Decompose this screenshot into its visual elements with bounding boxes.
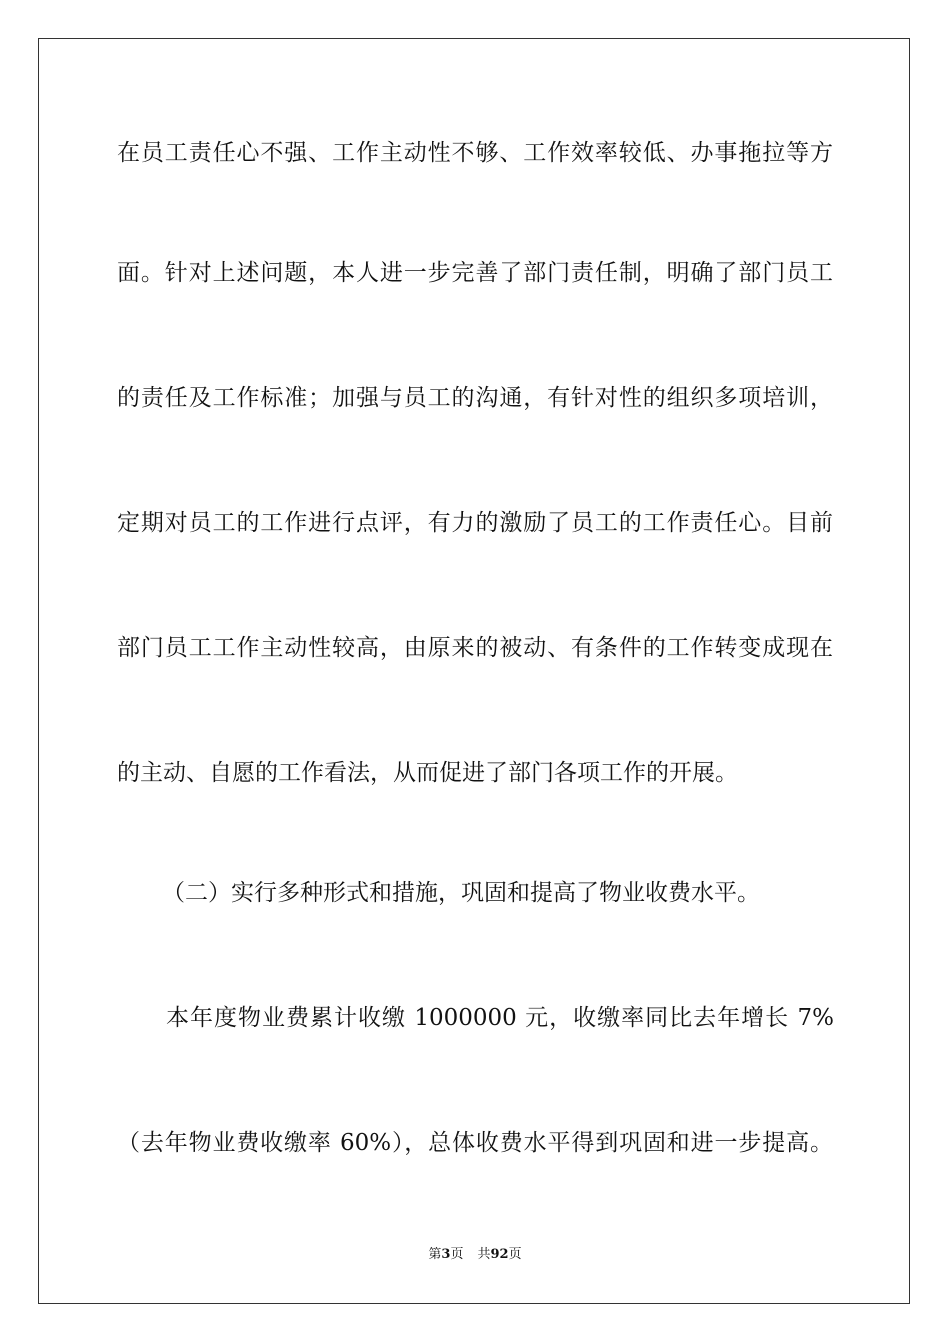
total-pages-number: 92 — [490, 1247, 509, 1262]
footer-total-prefix: 共 — [477, 1247, 491, 1262]
footer-total-unit: 页 — [508, 1247, 522, 1262]
section-heading: （二）实行多种形式和措施，巩固和提高了物业收费水平。 — [162, 880, 760, 906]
paragraph-line-6: 的主动、自愿的工作看法，从而促进了部门各项工作的开展。 — [117, 760, 738, 786]
paragraph-line-8: 本年度物业费累计收缴 1000000 元，收缴率同比去年增长 7% — [166, 1005, 834, 1031]
paragraph-line-3: 的责任及工作标准；加强与员工的沟通，有针对性的组织多项培训， — [117, 385, 833, 411]
page-footer — [0, 1246, 950, 1264]
current-page-number: 3 — [441, 1247, 451, 1262]
footer-prefix: 第 — [428, 1247, 442, 1262]
paragraph-line-5: 部门员工工作主动性较高，由原来的被动、有条件的工作转变成现在 — [117, 635, 833, 661]
paragraph-line-9: （去年物业费收缴率 60%），总体收费水平得到巩固和进一步提高。 — [117, 1130, 833, 1156]
paragraph-line-2: 面。针对上述问题，本人进一步完善了部门责任制，明确了部门员工 — [117, 260, 833, 286]
paragraph-line-1: 在员工责任心不强、工作主动性不够、工作效率较低、办事拖拉等方 — [117, 140, 833, 166]
page-border — [38, 38, 910, 1304]
paragraph-line-4: 定期对员工的工作进行点评，有力的激励了员工的工作责任心。目前 — [117, 510, 833, 536]
footer-page-unit: 页 — [450, 1247, 464, 1262]
